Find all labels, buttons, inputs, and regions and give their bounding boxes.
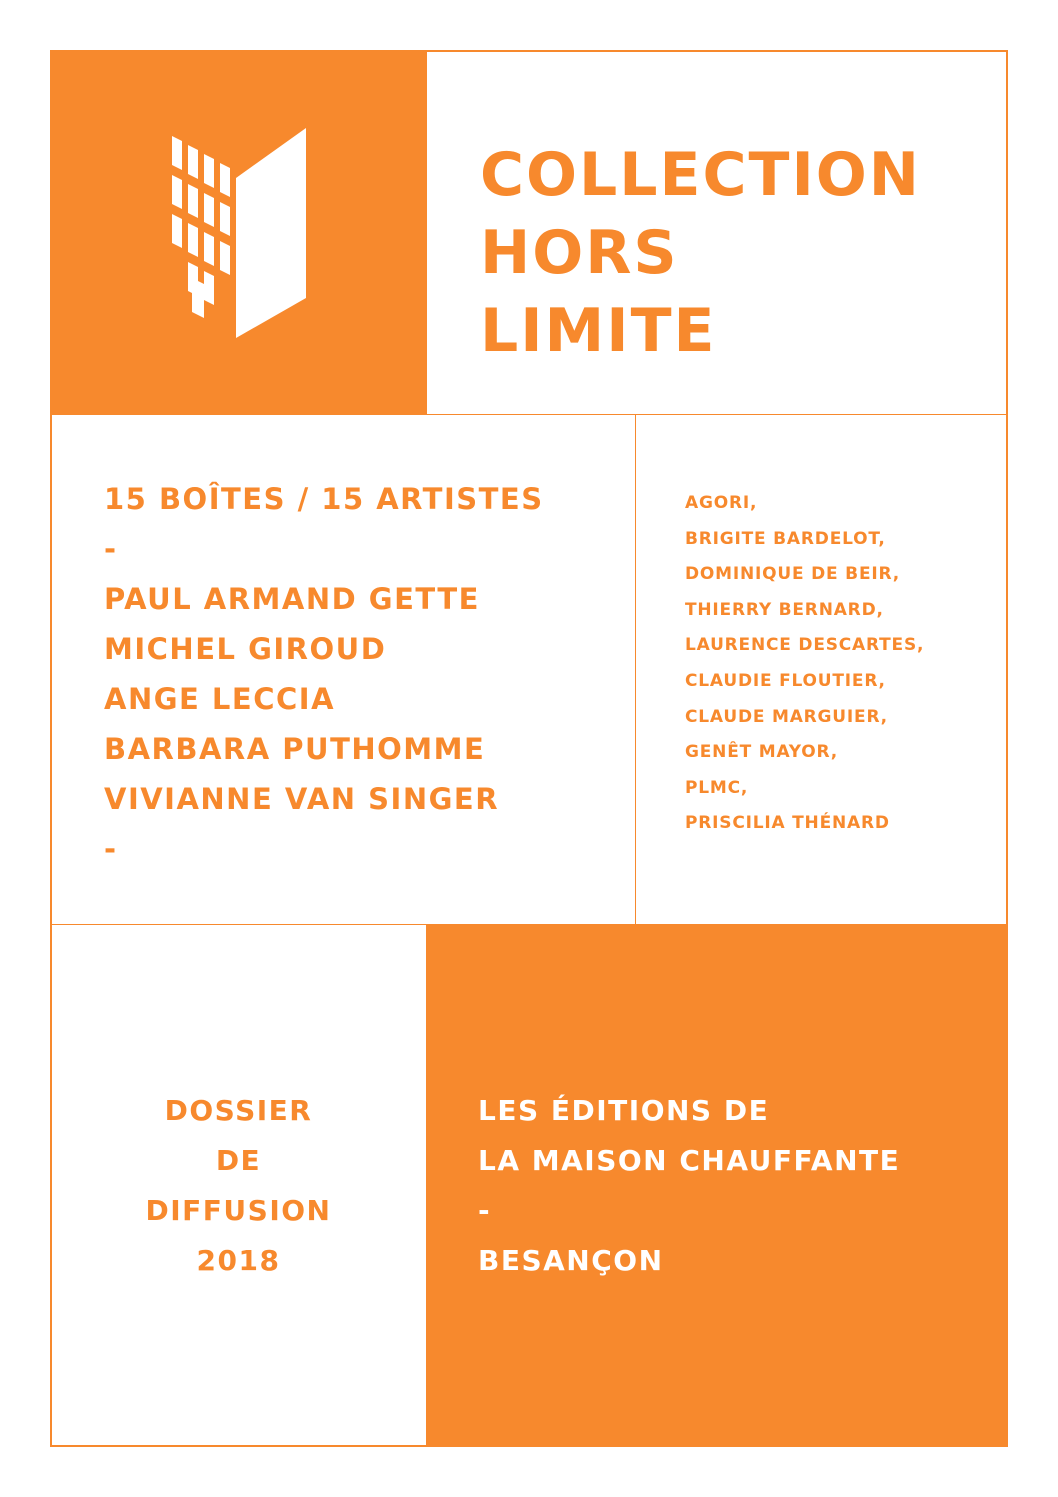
list-item: CLAUDE MARGUIER,	[685, 706, 888, 727]
dossier-year: 2018	[196, 1244, 281, 1277]
artist-name: VIVIANNE VAN SINGER	[104, 782, 500, 816]
separator-dash: -	[104, 532, 118, 566]
list-item: PRISCILIA THÉNARD	[685, 813, 890, 834]
title-line-3: LIMITE	[480, 296, 717, 366]
publisher-line: LES ÉDITIONS DE	[478, 1094, 770, 1127]
list-item: LAURENCE DESCARTES,	[685, 635, 925, 656]
dossier-line: DOSSIER	[164, 1094, 313, 1127]
list-item: THIERRY BERNARD,	[685, 599, 884, 620]
artist-name: BARBARA PUTHOMME	[104, 732, 486, 766]
contents-heading: 15 BOÎTES / 15 ARTISTES	[104, 482, 544, 516]
list-item: PLMC,	[685, 777, 749, 798]
publisher-city: BESANÇON	[478, 1244, 664, 1277]
artists-list	[685, 486, 924, 842]
dossier-line: DIFFUSION	[145, 1194, 332, 1227]
contents-list	[104, 474, 544, 874]
building-grid-logo-icon	[170, 128, 310, 343]
list-item: AGORI,	[685, 493, 758, 513]
artist-name: ANGE LECCIA	[104, 682, 336, 716]
list-item: CLAUDIE FLOUTIER,	[685, 670, 886, 691]
dossier-line: DE	[215, 1144, 262, 1177]
publisher-line: LA MAISON CHAUFFANTE	[478, 1144, 901, 1177]
artist-name: PAUL ARMAND GETTE	[104, 582, 480, 616]
separator-dash: -	[478, 1194, 492, 1227]
separator-dash: -	[104, 832, 118, 866]
list-item: GENÊT MAYOR,	[685, 742, 838, 763]
dossier-label	[52, 1086, 425, 1286]
list-item: BRIGITE BARDELOT,	[685, 528, 886, 549]
list-item: DOMINIQUE DE BEIR,	[685, 564, 900, 585]
publisher-label	[478, 1086, 900, 1286]
title-line-1: COLLECTION	[480, 140, 921, 210]
collection-title	[480, 136, 921, 370]
title-line-2: HORS	[480, 218, 679, 288]
artist-name: MICHEL GIROUD	[104, 632, 387, 666]
